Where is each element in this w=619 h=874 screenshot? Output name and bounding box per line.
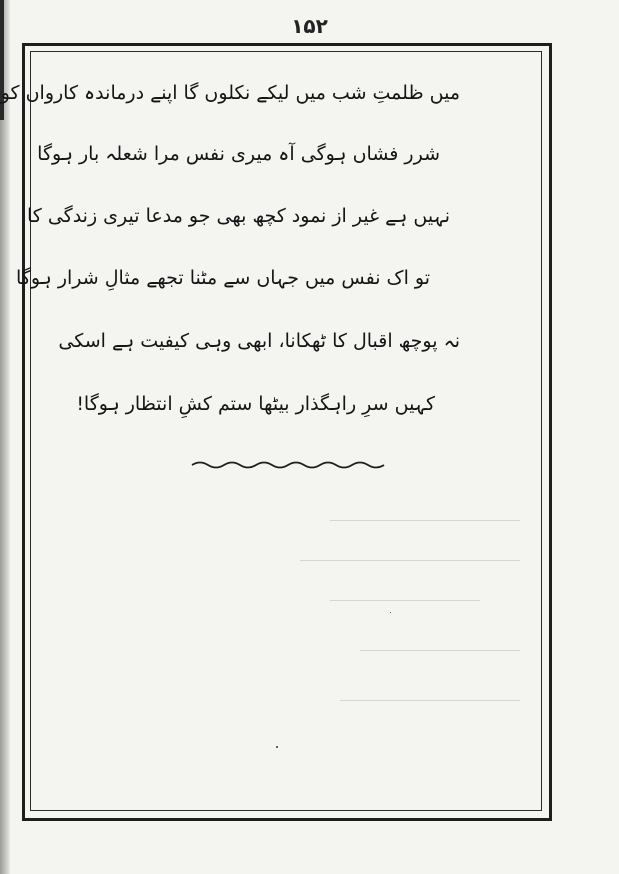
poem-line: کہیں سرِ راہگذار بیٹھا ستم کشِ انتظار ہوگا! <box>76 393 435 415</box>
bleed-through-line <box>300 560 520 561</box>
scan-edge-shadow <box>0 0 10 874</box>
ink-speck <box>390 612 391 613</box>
ornamental-wavy-divider <box>190 458 390 472</box>
bleed-through-line <box>330 600 480 601</box>
bleed-through-line <box>360 650 520 651</box>
poem-line: میں ظلمتِ شب میں لیکے نکلوں گا اپنے درماندہ کارواں کو <box>0 82 460 104</box>
page-number: ۱۵۲ <box>291 14 328 38</box>
poem-line: نہ پوچھ اقبال کا ٹھکانا، ابھی وہی کیفیت ہے اسکی <box>58 330 460 352</box>
bleed-through-line <box>340 700 520 701</box>
ink-speck <box>276 746 278 748</box>
poem-line: تو اک نفس میں جہاں سے مٹنا تجھے مثالِ شرار ہوگا <box>16 267 430 289</box>
poem-line: نہیں ہے غیر از نمود کچھ بھی جو مدعا تیری زندگی کا <box>26 205 450 227</box>
poem-line: شرر فشاں ہوگی آہ میری نفس مرا شعلہ بار ہوگا <box>37 143 440 165</box>
bleed-through-line <box>330 520 520 521</box>
page-border-inner <box>30 51 542 811</box>
